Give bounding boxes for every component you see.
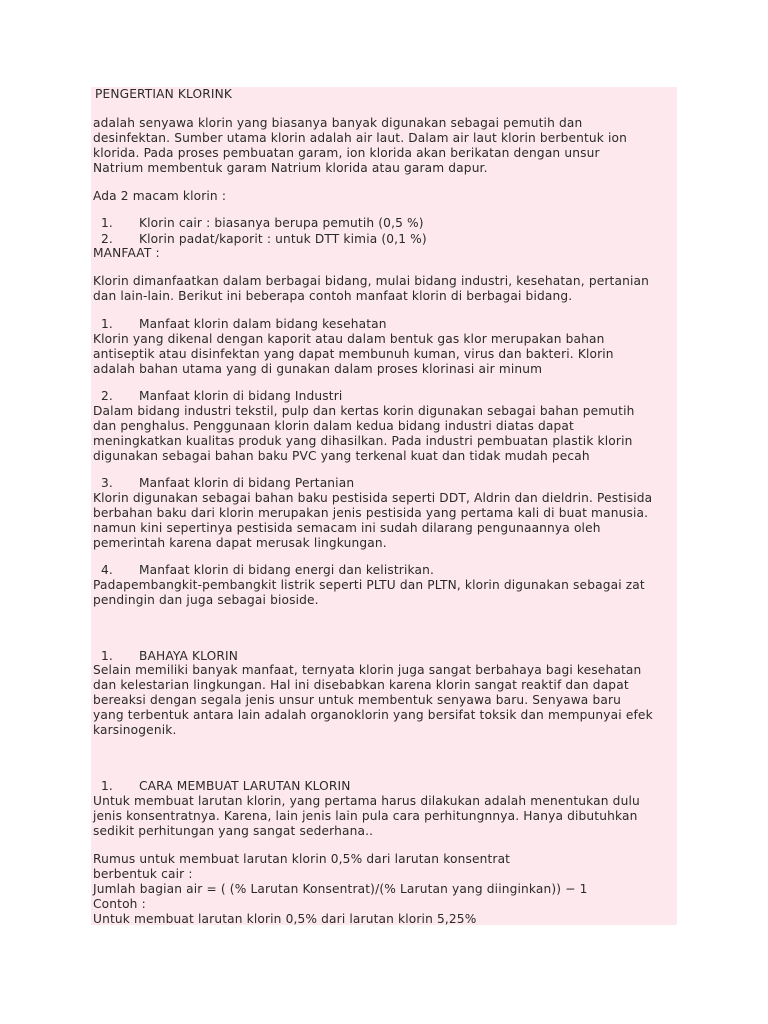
section-number: 3. [101, 476, 113, 490]
paragraph-line: berbahan baku dari klorin merupakan jenis pestisida yang pertama kali di buat manusia. [93, 506, 649, 520]
section-number: 2. [101, 389, 113, 403]
section-heading: Manfaat klorin di bidang energi dan kelistrikan. [139, 563, 434, 577]
intro-line: klorida. Pada proses pembuatan garam, ion klorida akan berikatan dengan unsur [93, 146, 600, 160]
section-heading: CARA MEMBUAT LARUTAN KLORIN [139, 779, 351, 793]
section-heading: Manfaat klorin di bidang Pertanian [139, 476, 355, 490]
paragraph-line: Dalam bidang industri tekstil, pulp dan kertas korin digunakan sebagai bahan pemutih [93, 404, 635, 418]
paragraph-line: Untuk membuat larutan klorin, yang pertama harus dilakukan adalah menentukan dulu [93, 794, 640, 808]
intro-line: Natrium membentuk garam Natrium klorida atau garam dapur. [93, 161, 488, 175]
paragraph-line: Klorin digunakan sebagai bahan baku pestisida seperti DDT, Aldrin dan dieldrin. Pestisida [93, 491, 653, 505]
section-number: 1. [101, 779, 113, 793]
list-number: 1. [101, 216, 113, 230]
paragraph-line: jenis konsentratnya. Karena, lain jenis lain pula cara perhitungnnya. Hanya dibutuhkan [93, 809, 638, 823]
intro-line: desinfektan. Sumber utama klorin adalah air laut. Dalam air laut klorin berbentuk ion [93, 131, 628, 145]
section-heading: BAHAYA KLORIN [139, 649, 239, 663]
paragraph-line: sedikit perhitungan yang sangat sederhana.. [93, 824, 374, 838]
document-title: PENGERTIAN KLORINK [95, 87, 233, 101]
paragraph-line: antiseptik atau disinfektan yang dapat membunuh kuman, virus dan bakteri. Klorin [93, 347, 614, 361]
paragraph-line: digunakan sebagai bahan baku PVC yang terkenal kuat dan tidak mudah pecah [93, 449, 590, 463]
paragraph-line: karsinogenik. [93, 723, 177, 737]
paragraph-line: dan penghalus. Penggunaan klorin dalam kedua bidang industri diatas dapat [93, 419, 574, 433]
paragraph-line: pemerintah karena dapat merusak lingkungan. [93, 536, 387, 550]
list-item: Klorin padat/kaporit : untuk DTT kimia (0,1 %) [139, 232, 427, 246]
formula-line: berbentuk cair : [93, 867, 193, 881]
section-heading: Manfaat klorin dalam bidang kesehatan [139, 317, 387, 331]
formula-line: Rumus untuk membuat larutan klorin 0,5% dari larutan konsentrat [93, 852, 511, 866]
intro-line: adalah senyawa klorin yang biasanya banyak digunakan sebagai pemutih dan [93, 116, 583, 130]
document-page [91, 87, 677, 925]
paragraph-line: meningkatkan kualitas produk yang dihasilkan. Pada industri pembuatan plastik klorin [93, 434, 633, 448]
paragraph-line: dan lain-lain. Berikut ini beberapa contoh manfaat klorin di berbagai bidang. [93, 289, 573, 303]
paragraph-line: yang terbentuk antara lain adalah organoklorin yang bersifat toksik dan mempunyai efek [93, 708, 653, 722]
paragraph-line: bereaksi dengan segala jenis unsur untuk membentuk senyawa baru. Senyawa baru [93, 693, 621, 707]
types-heading: Ada 2 macam klorin : [93, 189, 227, 203]
manfaat-heading: MANFAAT : [93, 246, 160, 260]
paragraph-line: pendingin dan juga sebagai bioside. [93, 593, 319, 607]
paragraph-line: Klorin dimanfaatkan dalam berbagai bidang, mulai bidang industri, kesehatan, pertanian [93, 274, 649, 288]
paragraph-line: adalah bahan utama yang di gunakan dalam proses klorinasi air minum [93, 362, 543, 376]
paragraph-line: dan kelestarian lingkungan. Hal ini disebabkan karena klorin sangat reaktif dan dapat [93, 678, 629, 692]
section-number: 4. [101, 563, 113, 577]
formula-line: Jumlah bagian air = ( (% Larutan Konsentrat)/(% Larutan yang diinginkan)) − 1 [93, 882, 588, 896]
section-heading: Manfaat klorin di bidang Industri [139, 389, 343, 403]
section-number: 1. [101, 317, 113, 331]
list-number: 2. [101, 232, 113, 246]
paragraph-line: Padapembangkit-pembangkit listrik seperti PLTU dan PLTN, klorin digunakan sebagai zat [93, 578, 645, 592]
section-number: 1. [101, 649, 113, 663]
list-item: Klorin cair : biasanya berupa pemutih (0,5 %) [139, 216, 424, 230]
paragraph-line: namun kini sepertinya pestisida semacam ini sudah dilarang pengunaannya oleh [93, 521, 601, 535]
formula-line: Untuk membuat larutan klorin 0,5% dari larutan klorin 5,25% [93, 912, 477, 926]
paragraph-line: Klorin yang dikenal dengan kaporit atau dalam bentuk gas klor merupakan bahan [93, 332, 605, 346]
formula-line: Contoh : [93, 897, 146, 911]
paragraph-line: Selain memiliki banyak manfaat, ternyata klorin juga sangat berbahaya bagi kesehatan [93, 663, 642, 677]
